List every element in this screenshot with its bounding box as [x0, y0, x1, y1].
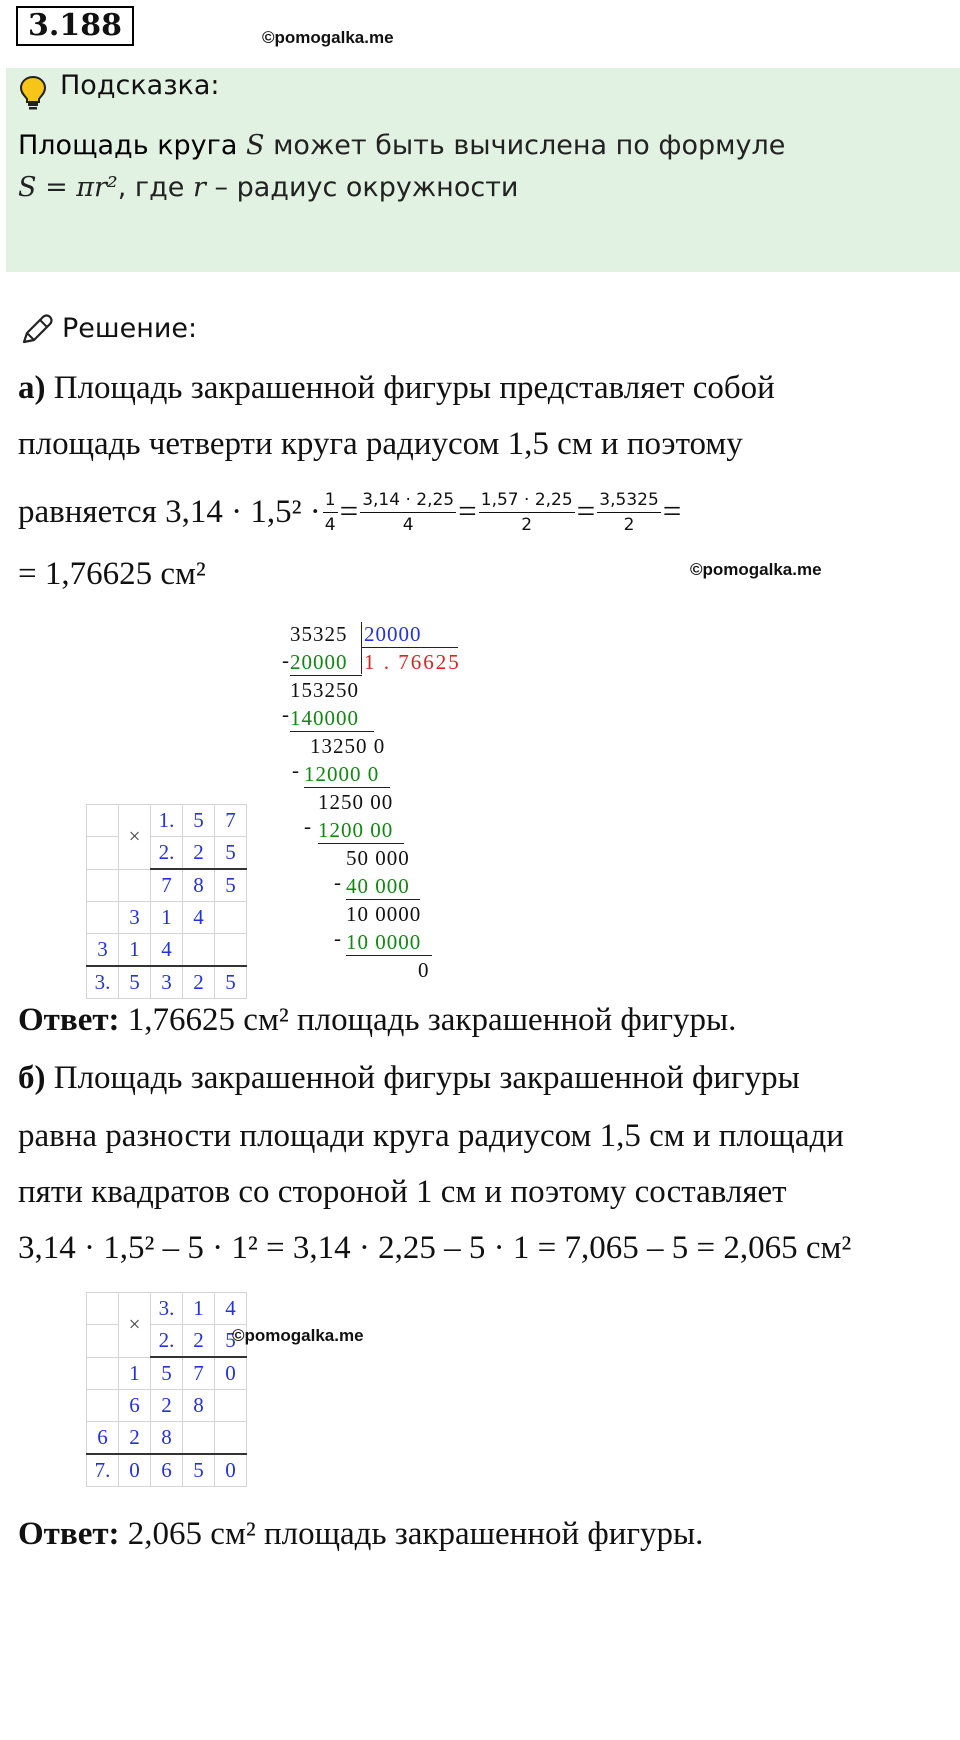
minus-sign: - — [334, 926, 341, 950]
grid-cell — [215, 934, 247, 967]
pencil-icon — [18, 312, 54, 348]
division-line-4 — [318, 843, 404, 844]
grid-cell: 3. — [151, 1293, 183, 1325]
division-line-1 — [290, 675, 362, 676]
grid-cell: 0 — [119, 1454, 151, 1487]
part-b-line-3: пяти квадратов со стороной 1 см и поэтому составляет — [18, 1174, 787, 1210]
hint-line-1 — [18, 130, 785, 161]
times-sign: × — [119, 805, 151, 870]
grid-cell: 7 — [183, 1357, 215, 1390]
division-sub-1: 20000 — [290, 650, 348, 674]
grid-cell: 4 — [215, 1293, 247, 1325]
grid-cell: 1. — [151, 805, 183, 837]
part-b-line-1 — [18, 1060, 800, 1097]
grid-cell: 8 — [183, 1390, 215, 1422]
fraction-3: $\frac{1,57 \cdot 2,25}{2}$ — [480, 489, 573, 535]
grid-cell: 3 — [87, 934, 119, 967]
division-rem-3: 1250 00 — [318, 790, 394, 814]
grid-cell — [87, 1293, 119, 1325]
hint-var-r: r — [193, 172, 206, 203]
grid-cell — [119, 869, 151, 902]
grid-cell: 3. — [87, 966, 119, 999]
part-a-line-4: = 1,76625 см² — [18, 556, 206, 592]
division-sub-6: 10 0000 — [346, 930, 422, 954]
grid-cell: 5 — [119, 966, 151, 999]
grid-cell: 5 — [215, 966, 247, 999]
grid-cell: 8 — [151, 1422, 183, 1455]
minus-sign: - — [282, 648, 289, 672]
grid-cell: 3 — [151, 966, 183, 999]
grid-cell: 6 — [151, 1454, 183, 1487]
answer-b — [18, 1516, 703, 1553]
grid-cell: 4 — [183, 902, 215, 934]
division-sub-2: 140000 — [290, 706, 359, 730]
division-sub-4: 1200 00 — [318, 818, 394, 842]
grid-cell — [215, 1422, 247, 1455]
part-a-line-1 — [18, 370, 775, 407]
minus-sign: - — [292, 758, 299, 782]
part-a-line-2: площадь четверти круга радиусом 1,5 см и поэтому — [18, 426, 743, 462]
grid-cell — [183, 1422, 215, 1455]
part-a-line-3: равняется 3,14 · 1,5² · $\frac{1}{4}$ = $\frac{3,14 \cdot 2,25}{4}$ = $\frac{1,57 \cdot 2,25}{2}$ = $\frac{3,5325}{2}$ = — [18, 489, 682, 535]
division-rem-4: 50 000 — [346, 846, 410, 870]
division-divisor: 20000 — [364, 622, 422, 646]
division-sub-5: 40 000 — [346, 874, 410, 898]
grid-cell: 2. — [151, 837, 183, 870]
division-quotient: 1 . 76625 — [364, 650, 461, 674]
hint-lead: Площадь круга — [18, 130, 238, 161]
division-line-6 — [346, 955, 432, 956]
grid-cell: 5 — [215, 869, 247, 902]
hint-title: Подсказка: — [60, 70, 220, 101]
part-a-text-1: Площадь закрашенной фигуры представляет собой — [53, 370, 775, 406]
minus-sign: - — [282, 702, 289, 726]
hint-line2-tail: – радиус окружности — [214, 172, 519, 203]
grid-cell: 2. — [151, 1325, 183, 1358]
grid-cell — [183, 934, 215, 967]
watermark-bottom: ©pomogalka.me — [232, 1326, 364, 1345]
part-b-line-2: равна разности площади круга радиусом 1,5 см и площади — [18, 1118, 844, 1154]
divisor-underline — [362, 647, 458, 648]
grid-cell: 5 — [215, 837, 247, 870]
grid-cell — [215, 1390, 247, 1422]
grid-cell: 4 — [151, 934, 183, 967]
minus-sign: - — [334, 870, 341, 894]
multiplication-grid-b — [86, 1292, 247, 1487]
division-rem-1: 153250 — [290, 678, 359, 702]
hint-formula: S = πr² — [18, 172, 118, 203]
grid-cell: 5 — [183, 1454, 215, 1487]
division-rem-2: 13250 0 — [310, 734, 386, 758]
grid-cell: 2 — [119, 1422, 151, 1455]
minus-sign: - — [304, 814, 311, 838]
division-rem-5: 10 0000 — [346, 902, 422, 926]
division-dividend: 35325 — [290, 622, 348, 646]
part-b-text-1: Площадь закрашенной фигуры закрашенной фигуры — [53, 1060, 800, 1096]
hint-line2-rest: , где — [117, 172, 185, 203]
grid-cell: 6 — [119, 1390, 151, 1422]
grid-cell: 1 — [151, 902, 183, 934]
answer-b-label: Ответ: — [18, 1516, 120, 1552]
solution-title: Решение: — [62, 313, 198, 344]
grid-cell: 2 — [183, 1325, 215, 1358]
grid-cell: 1 — [183, 1293, 215, 1325]
division-final-remainder: 0 — [418, 958, 429, 982]
part-a-line3-lead: равняется 3,14 · 1,5² · — [18, 493, 321, 530]
hint-var-s: S — [245, 130, 265, 161]
grid-cell: 2 — [151, 1390, 183, 1422]
lightbulb-icon — [18, 74, 48, 110]
grid-cell — [87, 1357, 119, 1390]
watermark-middle: ©pomogalka.me — [690, 560, 822, 579]
answer-a-text: 1,76625 см² площадь закрашенной фигуры. — [127, 1002, 737, 1038]
fraction-4: $\frac{3,5325}{2}$ — [599, 489, 659, 535]
grid-cell: 0 — [215, 1357, 247, 1390]
grid-cell: 7. — [87, 1454, 119, 1487]
grid-cell: 5 — [215, 1325, 247, 1358]
answer-b-text: 2,065 см² площадь закрашенной фигуры. — [127, 1516, 704, 1552]
times-sign: × — [119, 1293, 151, 1358]
part-a-label: а) — [18, 370, 46, 406]
grid-cell: 1 — [119, 934, 151, 967]
grid-cell: 2 — [183, 837, 215, 870]
grid-cell: 1 — [119, 1357, 151, 1390]
division-vertical-line — [361, 622, 362, 674]
answer-a-label: Ответ: — [18, 1002, 120, 1038]
grid-cell — [87, 1390, 119, 1422]
division-line-2 — [290, 731, 374, 732]
watermark-top: ©pomogalka.me — [262, 28, 394, 47]
part-b-label: б) — [18, 1060, 46, 1096]
problem-number: 3.188 — [16, 6, 134, 46]
grid-cell: 6 — [87, 1422, 119, 1455]
division-sub-3: 12000 0 — [304, 762, 380, 786]
grid-cell — [87, 1325, 119, 1358]
fraction-2: $\frac{3,14 \cdot 2,25}{4}$ — [362, 489, 455, 535]
part-b-line-4: 3,14 · 1,5² – 5 · 1² = 3,14 · 2,25 – 5 · 1 = 7,065 – 5 = 2,065 см² — [18, 1230, 852, 1266]
grid-cell — [87, 805, 119, 837]
grid-cell: 7 — [151, 869, 183, 902]
grid-cell — [87, 902, 119, 934]
grid-cell: 8 — [183, 869, 215, 902]
division-line-5 — [346, 899, 420, 900]
hint-line-2 — [18, 172, 518, 203]
hint-line1-rest: может быть вычислена по формуле — [273, 130, 786, 161]
grid-cell: 7 — [215, 805, 247, 837]
grid-cell — [87, 837, 119, 870]
grid-cell: 3 — [119, 902, 151, 934]
grid-cell — [87, 869, 119, 902]
multiplication-grid-a — [86, 804, 247, 999]
grid-cell — [215, 902, 247, 934]
grid-cell: 5 — [151, 1357, 183, 1390]
fraction-1: $\frac{1}{4}$ — [324, 489, 336, 535]
grid-cell: 2 — [183, 966, 215, 999]
grid-cell: 5 — [183, 805, 215, 837]
division-line-3 — [304, 787, 390, 788]
answer-a — [18, 1002, 736, 1039]
grid-cell: 0 — [215, 1454, 247, 1487]
